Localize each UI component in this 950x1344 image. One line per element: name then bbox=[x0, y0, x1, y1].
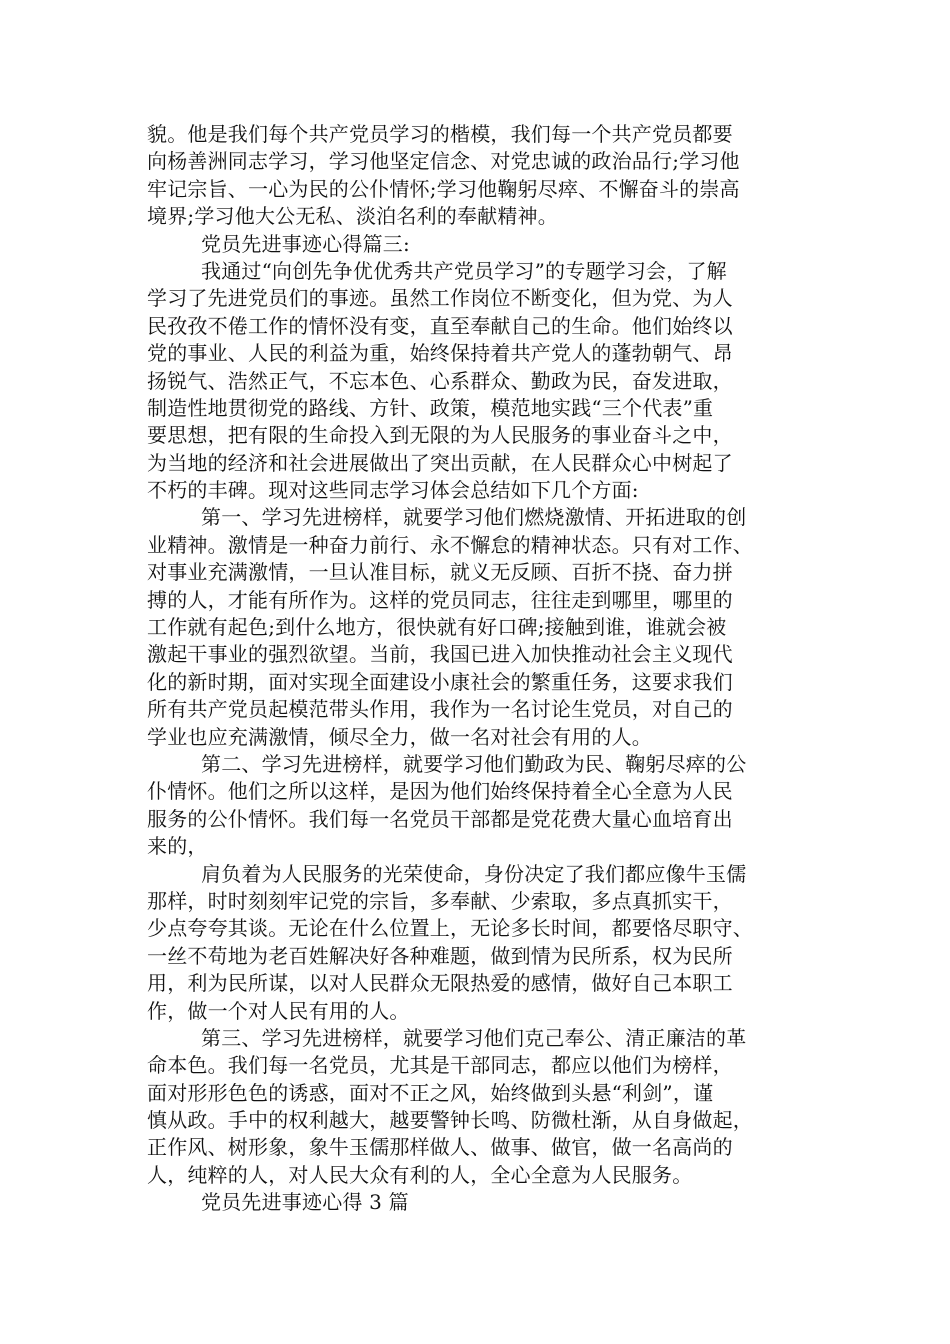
text-line: 激起干事业的强烈欲望。当前，我国已进入加快推动社会主义现代 bbox=[147, 642, 733, 667]
text-line: 正作风、树形象，象牛玉儒那样做人、做事、做官，做一名高尚的 bbox=[147, 1135, 733, 1160]
text-line: 用，利为民所谋，以对人民群众无限热爱的感情，做好自己本职工 bbox=[147, 971, 733, 996]
text-line: 所有共产党员起模范带头作用，我作为一名讨论生党员，对自己的 bbox=[147, 697, 733, 722]
text-line: 肩负着为人民服务的光荣使命，身份决定了我们都应像牛玉儒 bbox=[201, 861, 747, 886]
text-line: 第三、学习先进榜样，就要学习他们克己奉公、清正廉洁的革 bbox=[201, 1025, 747, 1050]
text-line: 学业也应充满激情，倾尽全力，做一名对社会有用的人。 bbox=[147, 724, 652, 749]
text-line: 人，纯粹的人，对人民大众有利的人，全心全意为人民服务。 bbox=[147, 1162, 693, 1187]
text-line: 学习了先进党员们的事迹。虽然工作岗位不断变化，但为党、为人 bbox=[147, 286, 733, 311]
document-body bbox=[147, 121, 807, 1217]
text-line: 第一、学习先进榜样，就要学习他们燃烧激情、开拓进取的创 bbox=[201, 505, 747, 530]
text-line: 作，做一个对人民有用的人。 bbox=[147, 998, 410, 1023]
text-line: 党的事业、人民的利益为重，始终保持着共产党人的蓬勃朝气、昂 bbox=[147, 341, 733, 366]
text-line: 不朽的丰碑。现对这些同志学习体会总结如下几个方面: bbox=[147, 478, 639, 503]
text-line: 党员先进事迹心得篇三: bbox=[201, 231, 410, 256]
text-line: 第二、学习先进榜样，就要学习他们勤政为民、鞠躬尽瘁的公 bbox=[201, 751, 747, 776]
text-line: 面对形形色色的诱惑，面对不正之风，始终做到头悬“利剑”，谨 bbox=[147, 1080, 714, 1105]
text-line: 工作就有起色;到什么地方，很快就有好口碑;接触到谁，谁就会被 bbox=[147, 615, 727, 640]
text-line: 向杨善洲同志学习，学习他坚定信念、对党忠诚的政治品行;学习他 bbox=[147, 149, 740, 174]
text-line: 业精神。激情是一种奋力前行、永不懈怠的精神状态。只有对工作、 bbox=[147, 532, 753, 557]
text-line: 那样，时时刻刻牢记党的宗旨，多奉献、少索取，多点真抓实干， bbox=[147, 888, 733, 913]
text-line: 对事业充满激情，一旦认准目标，就义无反顾、百折不挠、奋力拼 bbox=[147, 560, 733, 585]
text-line: 我通过“向创先争优优秀共产党员学习”的专题学习会，了解 bbox=[201, 258, 727, 283]
text-line: 为当地的经济和社会进展做出了突出贡献，在人民群众心中树起了 bbox=[147, 450, 733, 475]
text-line: 一丝不苟地为老百姓解决好各种难题，做到情为民所系，权为民所 bbox=[147, 943, 733, 968]
text-line: 制造性地贯彻党的路线、方针、政策，模范地实践“三个代表”重 bbox=[147, 395, 714, 420]
text-line: 命本色。我们每一名党员，尤其是干部同志，都应以他们为榜样， bbox=[147, 1053, 733, 1078]
text-line: 境界;学习他大公无私、淡泊名利的奉献精神。 bbox=[147, 204, 558, 229]
text-line: 扬锐气、浩然正气，不忘本色、心系群众、勤政为民，奋发进取， bbox=[147, 368, 733, 393]
text-line: 少点夸夸其谈。无论在什么位置上，无论多长时间，都要恪尽职守、 bbox=[147, 916, 753, 941]
text-line: 牢记宗旨、一心为民的公仆情怀;学习他鞠躬尽瘁、不懈奋斗的崇高 bbox=[147, 176, 740, 201]
text-line: 仆情怀。他们之所以这样，是因为他们始终保持着全心全意为人民 bbox=[147, 779, 733, 804]
text-line: 党员先进事迹心得 3 篇 bbox=[201, 1190, 409, 1215]
text-line: 服务的公仆情怀。我们每一名党员干部都是党花费大量心血培育出 bbox=[147, 806, 733, 831]
text-line: 来的， bbox=[147, 834, 208, 859]
text-line: 民孜孜不倦工作的情怀没有变，直至奉献自己的生命。他们始终以 bbox=[147, 313, 733, 338]
text-line: 貌。他是我们每个共产党员学习的楷模，我们每一个共产党员都要 bbox=[147, 122, 733, 146]
text-line: 慎从政。手中的权利越大，越要警钟长鸣、防微杜渐，从自身做起， bbox=[147, 1108, 753, 1133]
text-line: 要思想，把有限的生命投入到无限的为人民服务的事业奋斗之中， bbox=[147, 423, 733, 448]
text-line: 化的新时期，面对实现全面建设小康社会的繁重任务，这要求我们 bbox=[147, 669, 733, 694]
text-line: 搏的人，才能有所作为。这样的党员同志，往往走到哪里，哪里的 bbox=[147, 587, 733, 612]
